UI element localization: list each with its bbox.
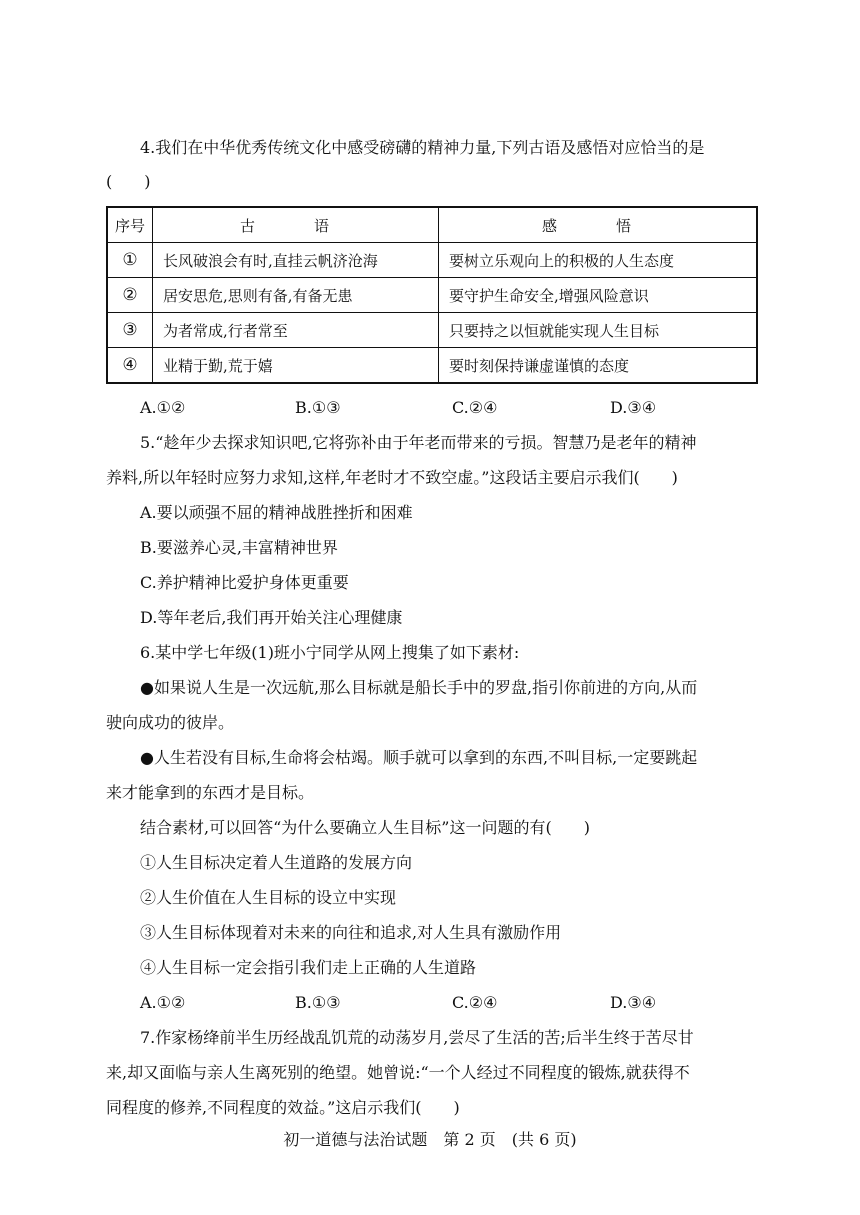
table-cell-insight: 要树立乐观向上的积极的人生态度 [439, 243, 758, 278]
table-cell-saying: 为者常成,行者常至 [153, 313, 439, 348]
q6-stem: 6.某中学七年级(1)班小宁同学从网上搜集了如下素材: [140, 643, 520, 662]
q4-stem-line1: 4.我们在中华优秀传统文化中感受磅礴的精神力量,下列古语及感悟对应恰当的是 [140, 138, 705, 157]
q5-stem-line2: 养料,所以年轻时应努力求知,这样,年老时才不致空虚。”这段话主要启示我们( ) [106, 468, 678, 487]
table-cell-saying: 长风破浪会有时,直挂云帆济沧海 [153, 243, 439, 278]
table-cell-insight: 要时刻保持谦虚谨慎的态度 [439, 348, 758, 384]
table-header-saying: 古 语 [153, 207, 439, 243]
q6-material-2-line1: ●人生若没有目标,生命将会枯竭。顺手就可以拿到的东西,不叫目标,一定要跳起 [140, 748, 698, 767]
q4-option-b: B.①③ [295, 398, 341, 417]
q6-statement-3: ③人生目标体现着对未来的向往和追求,对人生具有激励作用 [140, 923, 562, 942]
q6-material-2-line2: 来才能拿到的东西才是目标。 [106, 783, 315, 802]
table-cell-index: ① [107, 243, 153, 278]
q6-option-b: B.①③ [295, 993, 341, 1012]
q7-stem-line2: 来,却又面临与亲人生离死别的绝望。她曾说:“一个人经过不同程度的锻炼,就获得不 [106, 1063, 690, 1082]
q5-option-d: D.等年老后,我们再开始关注心理健康 [140, 608, 403, 627]
q6-statement-4: ④人生目标一定会指引我们走上正确的人生道路 [140, 958, 477, 977]
q6-statement-2: ②人生价值在人生目标的设立中实现 [140, 888, 397, 907]
q7-stem-line3: 同程度的修养,不同程度的效益。”这启示我们( ) [106, 1098, 460, 1117]
q6-option-a: A.①② [140, 993, 186, 1012]
q6-statement-1: ①人生目标决定着人生道路的发展方向 [140, 853, 413, 872]
table-header-index: 序号 [107, 207, 153, 243]
q4-option-a: A.①② [140, 398, 186, 417]
q5-option-a: A.要以顽强不屈的精神战胜挫折和困难 [140, 503, 413, 522]
q5-option-b: B.要滋养心灵,丰富精神世界 [140, 538, 338, 557]
table-cell-index: ② [107, 278, 153, 313]
q6-option-c: C.②④ [452, 993, 498, 1012]
q4-table [106, 206, 758, 384]
table-cell-insight: 只要持之以恒就能实现人生目标 [439, 313, 758, 348]
table-cell-saying: 居安思危,思则有备,有备无患 [153, 278, 439, 313]
table-cell-index: ④ [107, 348, 153, 384]
q7-stem-line1: 7.作家杨绛前半生历经战乱饥荒的动荡岁月,尝尽了生活的苦;后半生终于苦尽甘 [140, 1028, 694, 1047]
page-footer: 初一道德与法治试题 第 2 页 (共 6 页) [283, 1130, 577, 1149]
table-header-insight: 感 悟 [439, 207, 758, 243]
q5-stem-line1: 5.“趁年少去探求知识吧,它将弥补由于年老而带来的亏损。智慧乃是老年的精神 [140, 433, 697, 452]
table-row [107, 348, 757, 384]
q4-stem-line2: ( ) [106, 172, 151, 191]
table-row [107, 313, 757, 348]
table-cell-index: ③ [107, 313, 153, 348]
q4-option-d: D.③④ [610, 398, 657, 417]
q6-material-1-line1: ●如果说人生是一次远航,那么目标就是船长手中的罗盘,指引你前进的方向,从而 [140, 678, 698, 697]
table-row [107, 243, 757, 278]
table-header-row [107, 207, 757, 243]
q4-option-c: C.②④ [452, 398, 498, 417]
table-cell-saying: 业精于勤,荒于嬉 [153, 348, 439, 384]
table-cell-insight: 要守护生命安全,增强风险意识 [439, 278, 758, 313]
q6-option-d: D.③④ [610, 993, 657, 1012]
q5-option-c: C.养护精神比爱护身体更重要 [140, 573, 349, 592]
table-row [107, 278, 757, 313]
q6-question: 结合素材,可以回答“为什么要确立人生目标”这一问题的有( ) [140, 818, 590, 837]
q6-material-1-line2: 驶向成功的彼岸。 [106, 713, 235, 732]
